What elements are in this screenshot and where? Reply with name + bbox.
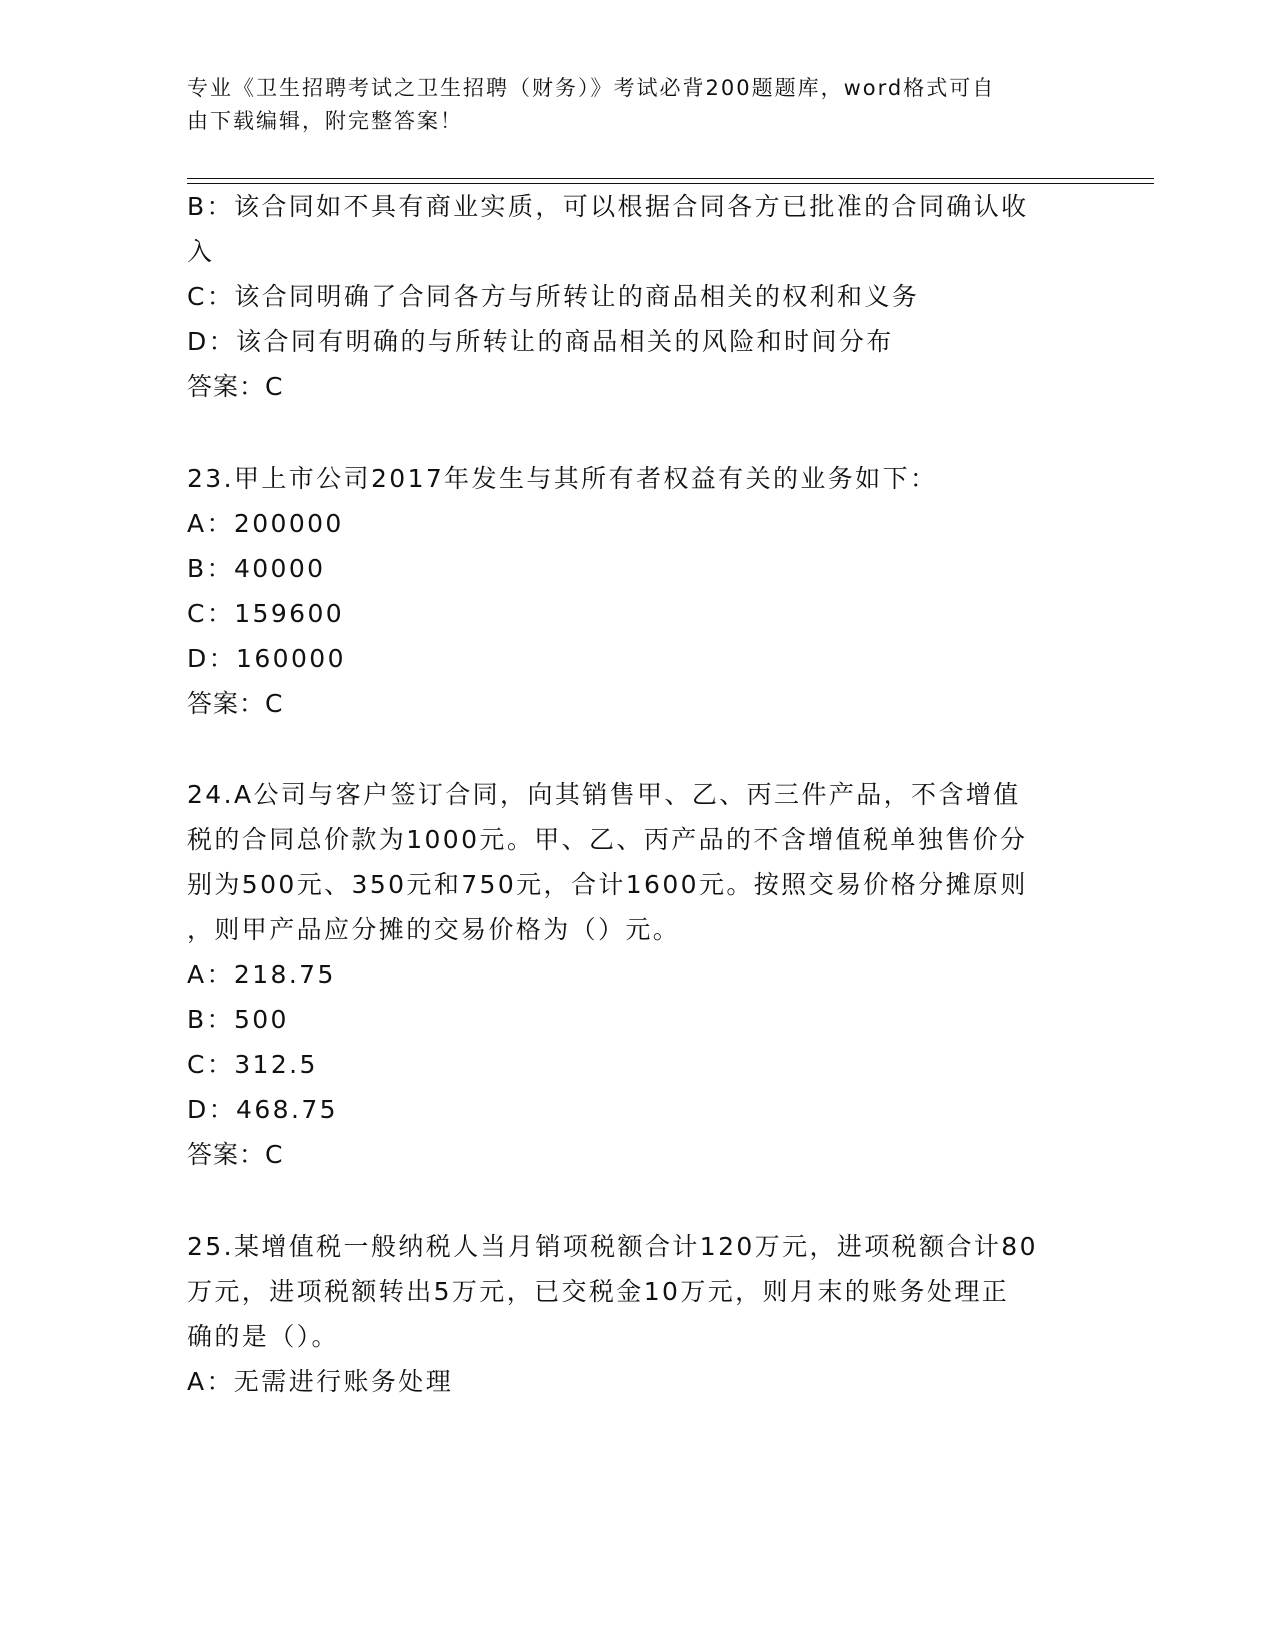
q24-stem-line-1: 24.A公司与客户签订合同，向其销售甲、乙、丙三件产品，不含增值 [187,780,1021,809]
q24-option-c: C：312.5 [187,1050,318,1079]
q24-option-b: B：500 [187,1005,289,1034]
q22-option-b: B：该合同如不具有商业实质，可以根据合同各方已批准的合同确认收 [187,192,1029,221]
q22-option-c: C：该合同明确了合同各方与所转让的商品相关的权利和义务 [187,282,920,311]
document-header [187,72,1067,138]
header-line-1: 专业《卫生招聘考试之卫生招聘（财务）》考试必背200题题库，word格式可自 [187,76,996,100]
q23-option-d: D：160000 [187,644,346,673]
q25-option-a: A：无需进行账务处理 [187,1367,454,1396]
q24-stem-line-3: 别为500元、350元和750元，合计1600元。按照交易价格分摊原则 [187,870,1028,899]
q25-stem-line-2: 万元，进项税额转出5万元，已交税金10万元，则月末的账务处理正 [187,1277,1010,1306]
q23-stem: 23.甲上市公司2017年发生与其所有者权益有关的业务如下： [187,464,938,493]
q24-stem-line-2: 税的合同总价款为1000元。甲、乙、丙产品的不含增值税单独售价分 [187,825,1028,854]
q24-answer: 答案：C [187,1140,284,1169]
q23-option-b: B：40000 [187,554,326,583]
header-rule-top [187,178,1154,179]
q22-option-b-cont: 入 [187,237,215,266]
q25-stem-line-1: 25.某增值税一般纳税人当月销项税额合计120万元，进项税额合计80 [187,1232,1038,1261]
q23-answer: 答案：C [187,689,284,718]
q24-option-a: A：218.75 [187,960,336,989]
q24-option-d: D：468.75 [187,1095,338,1124]
q22-option-d: D：该合同有明确的与所转让的商品相关的风险和时间分布 [187,327,894,356]
q24-stem-line-4: ，则甲产品应分摊的交易价格为（）元。 [187,915,681,944]
q25-stem-line-3: 确的是（）。 [187,1322,339,1351]
q23-option-c: C：159600 [187,599,345,628]
header-rule-bottom [187,183,1154,184]
header-line-2: 由下载编辑，附完整答案！ [187,109,463,133]
q23-option-a: A：200000 [187,509,344,538]
q22-answer: 答案：C [187,372,284,401]
